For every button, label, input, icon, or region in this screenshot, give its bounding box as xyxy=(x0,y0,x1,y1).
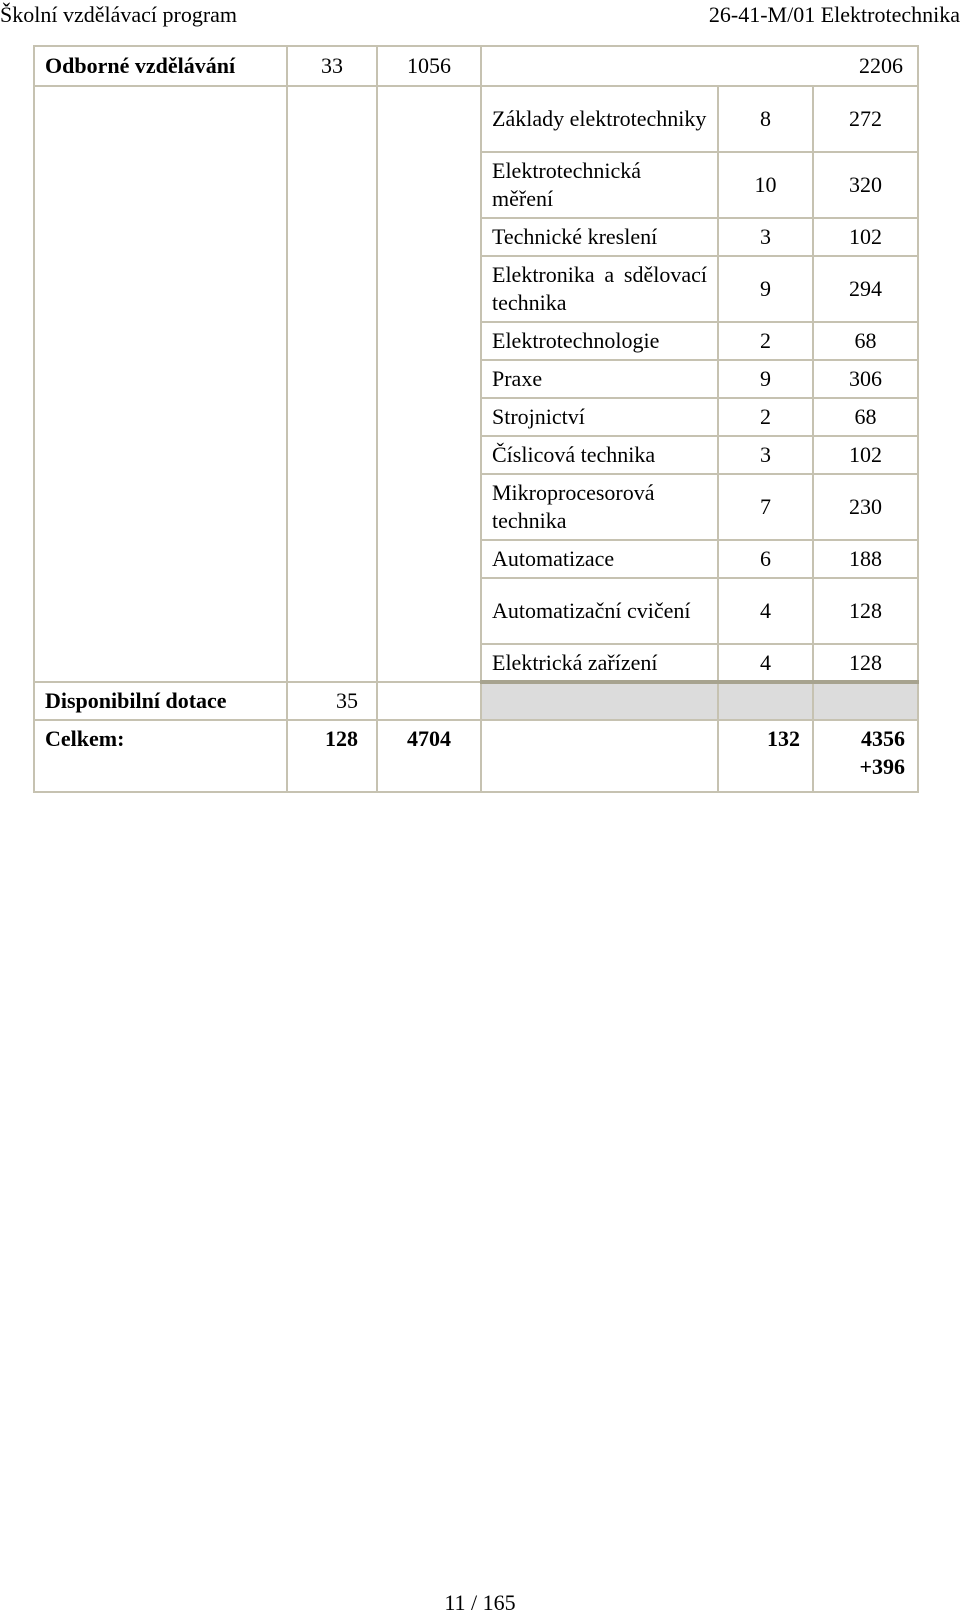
subject-weekly: 2 xyxy=(718,398,813,436)
subject-name: Automatizační cvičení xyxy=(481,578,718,644)
row-disponibilni-dotace xyxy=(34,682,918,720)
odborne-total: 1056 xyxy=(377,46,481,86)
curriculum-table xyxy=(33,45,919,793)
subject-name: Technické kreslení xyxy=(481,218,718,256)
celkem-empty xyxy=(481,720,718,792)
disponibilni-weekly: 35 xyxy=(287,682,377,720)
disponibilni-empty xyxy=(377,682,481,720)
subject-weekly: 10 xyxy=(718,152,813,218)
subject-hours: 68 xyxy=(813,398,918,436)
subject-weekly: 4 xyxy=(718,578,813,644)
subject-hours: 102 xyxy=(813,436,918,474)
row-celkem xyxy=(34,720,918,792)
subject-hours: 294 xyxy=(813,256,918,322)
subject-name: Automatizace xyxy=(481,540,718,578)
subject-weekly: 4 xyxy=(718,644,813,682)
subject-name: Strojnictví xyxy=(481,398,718,436)
subject-name: Základy elektrotechniky xyxy=(481,86,718,152)
celkem-weekly: 128 xyxy=(287,720,377,792)
row-odborne-vzdelavani xyxy=(34,46,918,86)
subject-hours: 306 xyxy=(813,360,918,398)
subject-hours: 128 xyxy=(813,644,918,682)
subject-name: Elektrotechnická měření xyxy=(481,152,718,218)
disponibilni-grey-cell xyxy=(481,682,718,720)
subject-hours: 128 xyxy=(813,578,918,644)
empty-left-block-2 xyxy=(287,86,377,682)
subject-hours: 272 xyxy=(813,86,918,152)
subject-weekly: 9 xyxy=(718,256,813,322)
header-field-code: 26-41-M/01 Elektrotechnika xyxy=(708,2,960,27)
subject-weekly: 6 xyxy=(718,540,813,578)
subject-weekly: 7 xyxy=(718,474,813,540)
subject-hours: 230 xyxy=(813,474,918,540)
odborne-weekly: 33 xyxy=(287,46,377,86)
table-row xyxy=(34,86,918,152)
header-school-program: Školní vzdělávací program xyxy=(0,2,238,27)
subject-name: Elektronika a sdělovací technika xyxy=(481,256,718,322)
subject-weekly: 2 xyxy=(718,322,813,360)
subject-weekly: 3 xyxy=(718,218,813,256)
celkem-label: Celkem: xyxy=(34,720,287,792)
disponibilni-grey-cell xyxy=(718,682,813,720)
subject-hours: 68 xyxy=(813,322,918,360)
odborne-hours: 2206 xyxy=(481,46,918,86)
subject-hours: 320 xyxy=(813,152,918,218)
celkem-hours: 4356 xyxy=(861,726,905,751)
odborne-label: Odborné vzdělávání xyxy=(34,46,287,86)
celkem-hours-cell xyxy=(813,720,918,792)
subject-hours: 188 xyxy=(813,540,918,578)
subject-weekly: 9 xyxy=(718,360,813,398)
subject-weekly: 3 xyxy=(718,436,813,474)
celkem-hours-extra: +396 xyxy=(859,754,905,779)
subject-name: Mikroprocesorová technika xyxy=(481,474,718,540)
celkem-weekly2: 132 xyxy=(718,720,813,792)
disponibilni-label: Disponibilní dotace xyxy=(34,682,287,720)
subject-name: Elektrotechnologie xyxy=(481,322,718,360)
disponibilni-grey-cell xyxy=(813,682,918,720)
subject-weekly: 8 xyxy=(718,86,813,152)
celkem-total: 4704 xyxy=(377,720,481,792)
subject-name: Číslicová technika xyxy=(481,436,718,474)
subject-hours: 102 xyxy=(813,218,918,256)
empty-left-block xyxy=(34,86,287,682)
subject-name: Elektrická zařízení xyxy=(481,644,718,682)
subject-name: Praxe xyxy=(481,360,718,398)
page-number: 11 / 165 xyxy=(444,1590,516,1615)
empty-left-block-3 xyxy=(377,86,481,682)
